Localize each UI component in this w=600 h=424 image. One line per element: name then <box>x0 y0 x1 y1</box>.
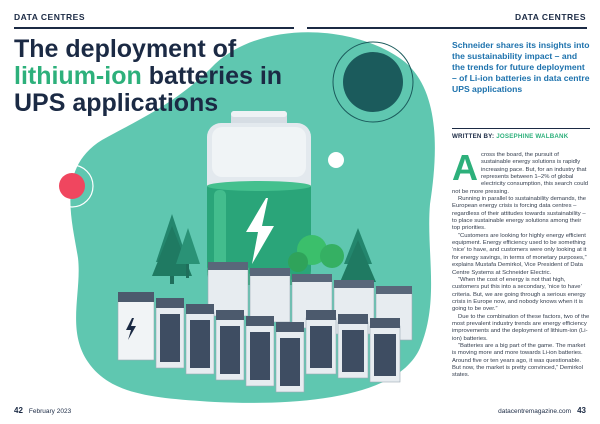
body-paragraph: “Customers are looking for highly energy efficient equipment. Energy efficiency used to be something ‘nice’ to have, and customers were only looking at it for energy savings, in terms of monetary purposes,” explains Mustafa Demirkol, Vice President of Data Centre Systems at Schneider Electric. <box>452 232 587 276</box>
byline-prefix: WRITTEN BY: <box>452 133 497 140</box>
site-url: datacentremagazine.com <box>498 408 572 415</box>
issue-date: February 2023 <box>28 408 72 415</box>
body-paragraph: Running in parallel to sustainability demands, the European energy crisis is forcing data centres – regardless of their attitudes towards sustainability – to place sustainable energy solutions among their top priorities. <box>452 196 587 232</box>
white-dot <box>328 152 344 168</box>
page-number-left: 42 <box>14 406 23 415</box>
footer-left <box>14 406 71 415</box>
headline-accent: lithium-ion <box>14 62 142 90</box>
body-paragraph: Across the board, the pursuit of sustainable energy solutions is rapidly increasing pace. But, for an industry that represents between 1–2% of global electricity consumption, this search could not be more pressing. <box>452 147 589 195</box>
body-paragraph: “Batteries are a big part of the game. The market is moving more and more towards Li-ion batteries. Around five or ten years ago, it was questionable. But now, the market is pretty convinced,” Demirkol states. <box>452 342 586 379</box>
byline <box>452 128 590 140</box>
standfirst: Schneider shares its insights into the sustainability impact – and the trends for future deployment – of Li-ion batteries in data centre UPS applications <box>452 40 590 94</box>
section-tag-right: DATA CENTRES <box>514 12 586 22</box>
drop-cap: A <box>452 147 478 188</box>
section-tag-left: DATA CENTRES <box>14 12 86 22</box>
body-paragraph: Due to the combination of these factors, two of the most prevalent industry trends are energy efficiency improvements and the deployment of lithium-ion (Li-ion) batteries. <box>452 313 590 342</box>
body-paragraph: “When the cost of energy is not that high, customers put this into a secondary, ‘nice to have’ criteria. But, we are going through a serious energy crisis in Europe now, and nobody knows when it is going to be over.” <box>452 276 586 313</box>
byline-author: JOSEPHINE WALBANK <box>496 133 569 140</box>
headline-line-1: The deployment of <box>14 35 237 63</box>
headline-line-3: UPS applications <box>14 89 219 117</box>
dark-teal-circle <box>343 52 403 112</box>
page-number-right: 43 <box>577 406 586 415</box>
footer-right <box>498 406 586 415</box>
pink-dot <box>59 173 85 199</box>
article-headline <box>14 36 304 117</box>
article-body <box>452 147 590 380</box>
headline-line-2: batteries in <box>141 62 283 90</box>
